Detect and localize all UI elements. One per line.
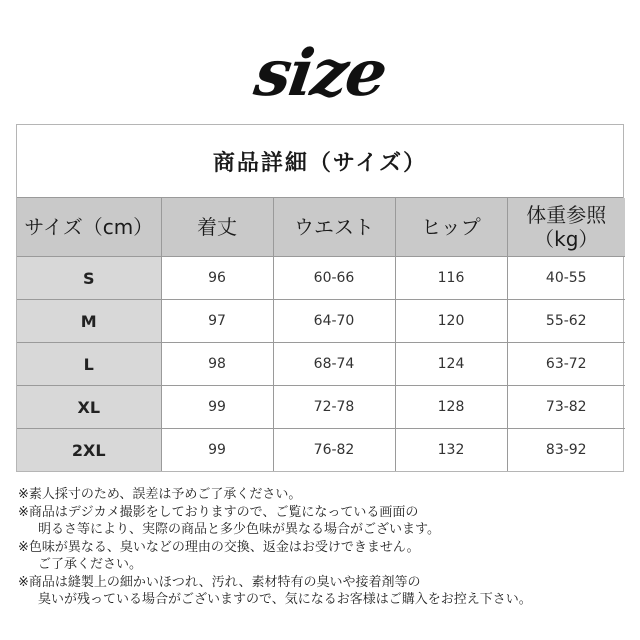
cell-weight: 40-55 [507,257,625,300]
header-hip: ヒップ [395,198,507,257]
table-row [17,343,625,386]
cell-hip: 128 [395,386,507,429]
size-table [16,124,624,472]
cell-waist: 64-70 [273,300,395,343]
note-line: 臭いが残っている場合がございますので、気になるお客様はご購入をお控え下さい。 [38,592,532,607]
table-title: 商品詳細（サイズ） [17,125,623,198]
cell-size: S [17,257,161,300]
cell-size: XL [17,386,161,429]
note-line: ※商品は縫製上の細かいほつれ、汚れ、素材特有の臭いや接着剤等の [18,574,421,590]
cell-weight: 73-82 [507,386,625,429]
header-row [17,198,625,257]
cell-hip: 124 [395,343,507,386]
table-row [17,386,625,429]
cell-waist: 72-78 [273,386,395,429]
notes [18,486,630,609]
cell-length: 96 [161,257,273,300]
note-line: ※商品はデジカメ撮影をしておりますので、ご覧になっている画面の [18,504,419,520]
cell-size: 2XL [17,429,161,472]
cell-length: 99 [161,429,273,472]
cell-length: 97 [161,300,273,343]
size-logo: size [250,36,391,111]
cell-waist: 60-66 [273,257,395,300]
header-length: 着丈 [161,198,273,257]
cell-hip: 120 [395,300,507,343]
cell-size: L [17,343,161,386]
size-chart [17,198,625,471]
cell-weight: 63-72 [507,343,625,386]
note-line: ※素人採寸のため、誤差は予めご了承ください。 [18,487,302,502]
table-row [17,257,625,300]
note-line: 明るさ等により、実際の商品と多少色味が異なる場合がございます。 [38,522,440,537]
table-row [17,300,625,343]
cell-hip: 116 [395,257,507,300]
cell-waist: 68-74 [273,343,395,386]
note-line: ご了承ください。 [38,557,143,572]
note-line: ※色味が異なる、臭いなどの理由の交換、返金はお受けできません。 [18,539,420,555]
header-waist: ウエスト [273,198,395,257]
cell-weight: 55-62 [507,300,625,343]
cell-length: 98 [161,343,273,386]
cell-length: 99 [161,386,273,429]
header-size: サイズ（cm） [17,198,161,257]
cell-size: M [17,300,161,343]
header-weight: 体重参照 （kg） [507,198,625,257]
cell-waist: 76-82 [273,429,395,472]
cell-weight: 83-92 [507,429,625,472]
table-row [17,429,625,472]
cell-hip: 132 [395,429,507,472]
